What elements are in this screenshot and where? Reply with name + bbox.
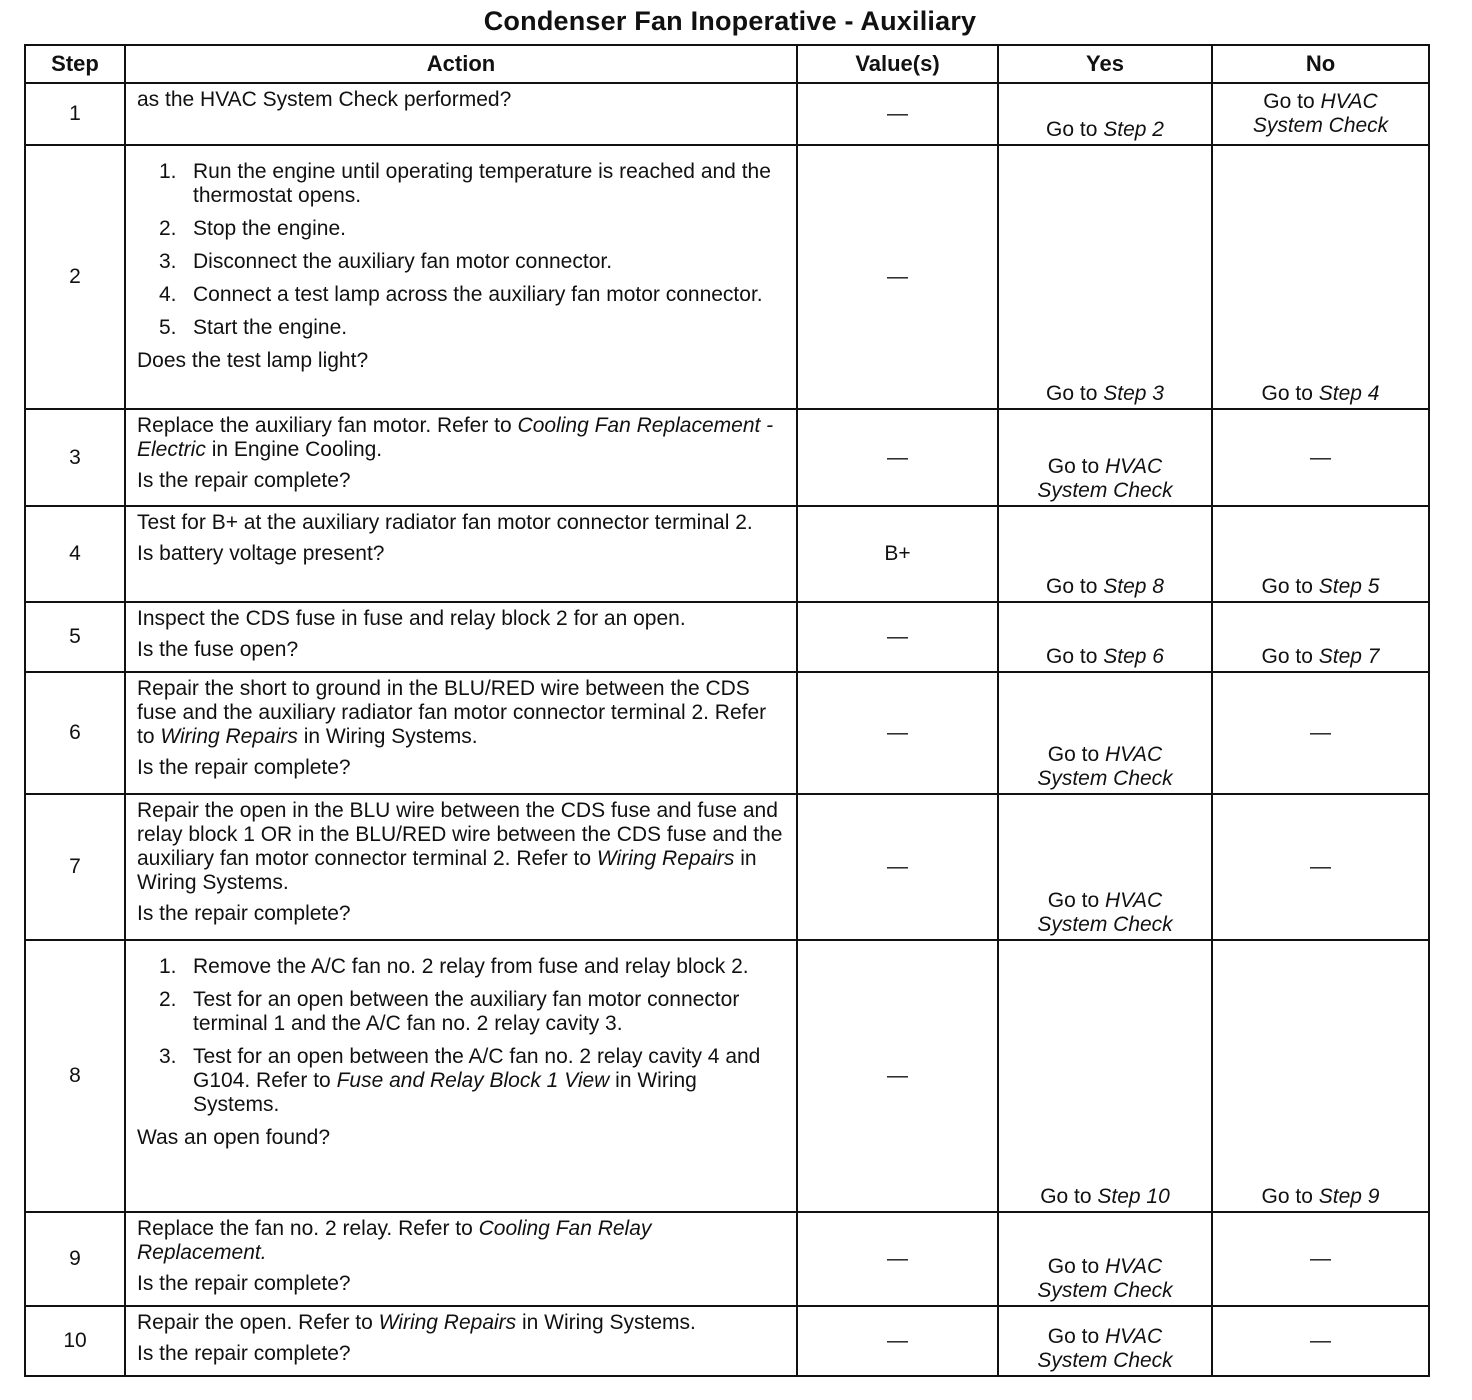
no-link[interactable]: Go to Step 5 xyxy=(1261,575,1380,598)
no-link[interactable]: Go to HVAC System Check xyxy=(1252,90,1389,137)
value-cell: B+ xyxy=(797,506,998,602)
link-target[interactable]: Step 3 xyxy=(1103,382,1164,405)
link-target[interactable]: HVAC System Check xyxy=(1252,90,1389,137)
procedure-list xyxy=(137,955,786,1117)
table-row xyxy=(25,602,1429,672)
table-row xyxy=(25,83,1429,145)
value-cell: — xyxy=(797,602,998,672)
value-cell: — xyxy=(797,83,998,145)
no-cell xyxy=(1212,83,1429,145)
yes-cell xyxy=(998,940,1212,1212)
yes-cell xyxy=(998,506,1212,602)
yes-link[interactable]: Go to Step 2 xyxy=(1046,118,1164,141)
action-question: Is the repair complete? xyxy=(137,1342,351,1365)
value-cell: — xyxy=(797,672,998,794)
table-row xyxy=(25,506,1429,602)
step-number: 5 xyxy=(25,602,125,672)
table-row xyxy=(25,409,1429,506)
table-row xyxy=(25,145,1429,409)
action-cell xyxy=(125,409,797,506)
yes-cell xyxy=(998,602,1212,672)
yes-link[interactable]: Go to Step 10 xyxy=(1040,1185,1170,1208)
action-text: Replace the fan no. 2 relay. Refer to Cooling Fan Relay Replacement. xyxy=(137,1217,652,1264)
action-question: Is the repair complete? xyxy=(137,756,351,779)
step-number: 8 xyxy=(25,940,125,1212)
no-link[interactable]: Go to Step 4 xyxy=(1261,382,1380,405)
yes-cell xyxy=(998,794,1212,940)
step-number: 3 xyxy=(25,409,125,506)
link-target[interactable]: Step 10 xyxy=(1097,1185,1170,1208)
header-values: Value(s) xyxy=(797,45,998,83)
action-cell xyxy=(125,940,797,1212)
yes-link[interactable]: Go to HVAC System Check xyxy=(1037,1255,1173,1302)
list-item: 3. Disconnect the auxiliary fan motor connector. xyxy=(159,250,613,273)
action-question: Was an open found? xyxy=(137,1126,331,1149)
yes-cell xyxy=(998,672,1212,794)
action-cell xyxy=(125,1306,797,1376)
action-text: as the HVAC System Check performed? xyxy=(137,88,512,111)
yes-link[interactable]: Go to HVAC System Check xyxy=(1037,455,1173,502)
action-cell xyxy=(125,672,797,794)
yes-cell xyxy=(998,409,1212,506)
no-cell: — xyxy=(1212,409,1429,506)
value-cell: — xyxy=(797,145,998,409)
header-yes: Yes xyxy=(998,45,1212,83)
link-target[interactable]: HVAC System Check xyxy=(1037,743,1173,790)
no-cell: — xyxy=(1212,672,1429,794)
table-row xyxy=(25,940,1429,1212)
action-cell xyxy=(125,506,797,602)
yes-link[interactable]: Go to Step 6 xyxy=(1046,645,1164,668)
action-question: Does the test lamp light? xyxy=(137,349,369,372)
value-cell: — xyxy=(797,1306,998,1376)
list-item: 2. Test for an open between the auxiliary fan motor connector terminal 1 and the A/C fan no. 2 relay cavity 3. xyxy=(159,988,740,1035)
step-number: 6 xyxy=(25,672,125,794)
header-no: No xyxy=(1212,45,1429,83)
link-target[interactable]: Step 8 xyxy=(1103,575,1164,598)
table-row xyxy=(25,1306,1429,1376)
list-item: 5. Start the engine. xyxy=(159,316,348,339)
link-target[interactable]: Step 4 xyxy=(1318,382,1380,405)
list-item: 1. Run the engine until operating temperature is reached and the thermostat opens. xyxy=(159,160,771,207)
action-text: Replace the auxiliary fan motor. Refer to Cooling Fan Replacement - Electric in Engine Cooling. xyxy=(137,414,774,461)
link-target[interactable]: Step 7 xyxy=(1318,645,1380,668)
value-cell: — xyxy=(797,1212,998,1306)
value-cell: — xyxy=(797,940,998,1212)
step-number: 10 xyxy=(25,1306,125,1376)
procedure-list xyxy=(137,160,786,340)
action-cell xyxy=(125,602,797,672)
link-target[interactable]: Step 6 xyxy=(1103,645,1164,668)
yes-link[interactable]: Go to HVAC System Check xyxy=(1037,1325,1173,1372)
header-step: Step xyxy=(25,45,125,83)
list-item: 3. Test for an open between the A/C fan no. 2 relay cavity 4 and G104. Refer to Fuse and Relay Block 1 View in Wiring Systems. xyxy=(159,1045,761,1116)
link-target[interactable]: Step 5 xyxy=(1318,575,1380,598)
table-row xyxy=(25,794,1429,940)
link-target[interactable]: HVAC System Check xyxy=(1037,1255,1173,1302)
no-cell: — xyxy=(1212,1212,1429,1306)
step-number: 4 xyxy=(25,506,125,602)
table-header-row xyxy=(25,45,1429,83)
action-cell xyxy=(125,145,797,409)
step-number: 1 xyxy=(25,83,125,145)
action-question: Is the repair complete? xyxy=(137,1272,351,1295)
no-cell xyxy=(1212,940,1429,1212)
no-cell xyxy=(1212,602,1429,672)
header-action: Action xyxy=(125,45,797,83)
no-cell xyxy=(1212,145,1429,409)
link-target[interactable]: HVAC System Check xyxy=(1037,889,1173,936)
step-number: 7 xyxy=(25,794,125,940)
link-target[interactable]: HVAC System Check xyxy=(1037,455,1173,502)
action-text: Repair the open in the BLU wire between the CDS fuse and fuse and relay block 1 OR in the BLU/RED wire between the CDS fuse and the auxiliary fan motor connector terminal 2. Refer to Wiring Repairs in Wiring Systems. xyxy=(137,799,783,894)
no-cell xyxy=(1212,506,1429,602)
action-cell xyxy=(125,1212,797,1306)
step-number: 2 xyxy=(25,145,125,409)
list-item: 2. Stop the engine. xyxy=(159,217,346,240)
page-title: Condenser Fan Inoperative - Auxiliary xyxy=(483,6,977,36)
action-cell xyxy=(125,794,797,940)
table-row xyxy=(25,672,1429,794)
action-question: Is the repair complete? xyxy=(137,902,351,925)
list-item: 1. Remove the A/C fan no. 2 relay from fuse and relay block 2. xyxy=(159,955,749,978)
no-link[interactable]: Go to Step 7 xyxy=(1261,645,1380,668)
yes-link[interactable]: Go to HVAC System Check xyxy=(1037,743,1173,790)
yes-link[interactable]: Go to Step 3 xyxy=(1046,382,1164,405)
action-question: Is battery voltage present? xyxy=(137,542,385,565)
no-link[interactable]: Go to Step 9 xyxy=(1261,1185,1380,1208)
table-row xyxy=(25,1212,1429,1306)
value-cell: — xyxy=(797,794,998,940)
link-target[interactable]: HVAC System Check xyxy=(1037,1325,1173,1372)
yes-cell xyxy=(998,1212,1212,1306)
step-number: 9 xyxy=(25,1212,125,1306)
value-cell: — xyxy=(797,409,998,506)
action-text: Repair the open. Refer to Wiring Repairs in Wiring Systems. xyxy=(137,1311,696,1334)
action-cell xyxy=(125,83,797,145)
yes-link[interactable]: Go to Step 8 xyxy=(1046,575,1164,598)
action-question: Is the repair complete? xyxy=(137,469,351,492)
yes-cell xyxy=(998,145,1212,409)
yes-cell xyxy=(998,1306,1212,1376)
link-target[interactable]: Step 9 xyxy=(1318,1185,1380,1208)
yes-cell xyxy=(998,83,1212,145)
diagnostic-table xyxy=(24,44,1430,1377)
action-text: Inspect the CDS fuse in fuse and relay block 2 for an open. xyxy=(137,607,686,630)
no-cell: — xyxy=(1212,794,1429,940)
link-target[interactable]: Step 2 xyxy=(1103,118,1164,141)
action-question: Is the fuse open? xyxy=(137,638,299,661)
no-cell: — xyxy=(1212,1306,1429,1376)
list-item: 4. Connect a test lamp across the auxiliary fan motor connector. xyxy=(159,283,763,306)
action-text: Repair the short to ground in the BLU/RED wire between the CDS fuse and the auxiliary radiator fan motor connector terminal 2. Refer to Wiring Repairs in Wiring Systems. xyxy=(137,677,767,748)
action-text: Test for B+ at the auxiliary radiator fan motor connector terminal 2. xyxy=(137,511,753,534)
yes-link[interactable]: Go to HVAC System Check xyxy=(1037,889,1173,936)
